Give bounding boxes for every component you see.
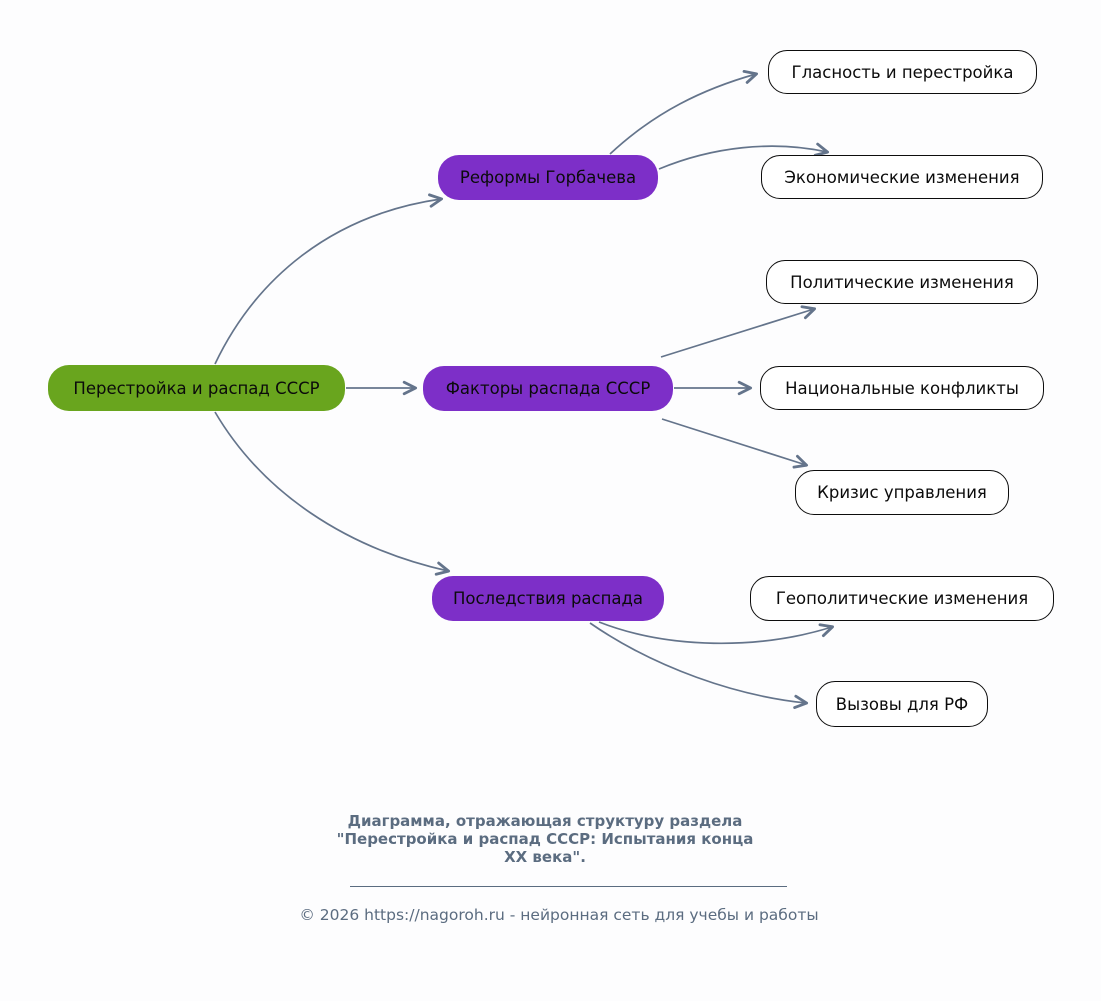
leaf-node-national-conflicts: Национальные конфликты <box>760 366 1044 410</box>
caption-line-3: XX века". <box>504 848 586 866</box>
root-node-perestroika: Перестройка и распад СССР <box>48 365 345 411</box>
footer-divider <box>350 886 787 887</box>
caption-line-1: Диаграмма, отражающая структуру раздела <box>347 812 743 830</box>
leaf-node-political-changes: Политические изменения <box>766 260 1038 304</box>
leaf-node-challenges-rf: Вызовы для РФ <box>816 681 988 727</box>
leaf-node-governance-crisis: Кризис управления <box>795 470 1009 515</box>
branch-node-reforms: Реформы Горбачева <box>438 155 658 200</box>
edge-consequences-challenges <box>590 623 806 703</box>
edge-root-consequences <box>215 412 448 571</box>
diagram-caption <box>300 812 790 866</box>
copyright-line: © 2026 https://nagoroh.ru - нейронная сеть для учебы и работы <box>299 906 819 924</box>
leaf-node-geopolitical-changes: Геополитические изменения <box>750 576 1054 621</box>
branch-node-consequences: Последствия распада <box>432 576 664 621</box>
branch-node-factors: Факторы распада СССР <box>423 366 673 411</box>
edge-consequences-geopolitical <box>599 622 832 643</box>
edge-factors-political <box>661 309 814 357</box>
edge-root-reforms <box>215 199 441 364</box>
leaf-node-glasnost: Гласность и перестройка <box>768 50 1037 94</box>
caption-line-2: "Перестройка и распад СССР: Испытания конца <box>336 830 754 848</box>
edge-factors-crisis <box>662 419 806 465</box>
edge-reforms-glasnost <box>610 74 756 154</box>
leaf-node-economic-changes: Экономические изменения <box>761 155 1043 199</box>
